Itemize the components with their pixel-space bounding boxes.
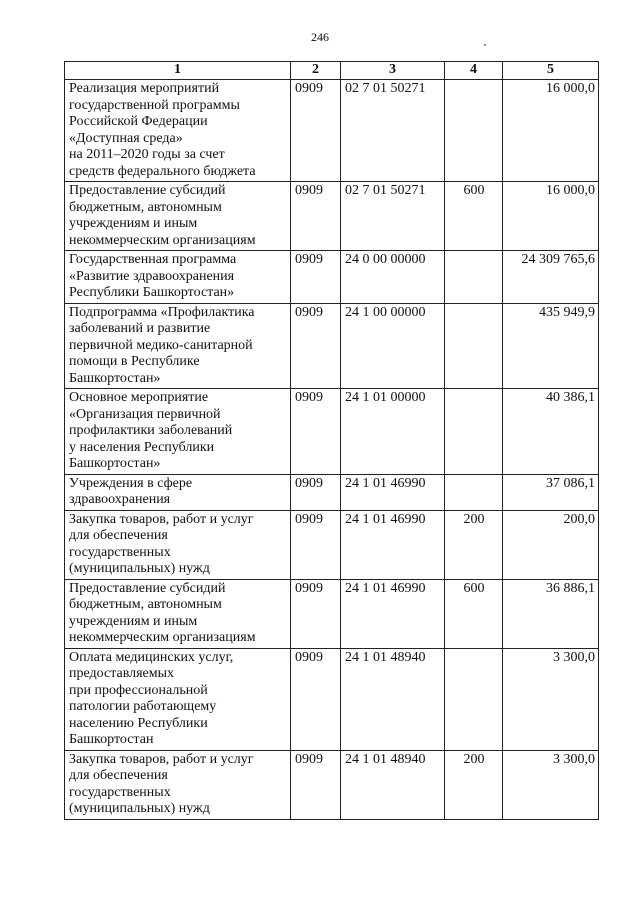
table-row — [65, 579, 599, 648]
header-col-5: 5 — [503, 62, 599, 80]
row-section: 0909 — [291, 474, 341, 510]
row-amount: 16 000,0 — [503, 182, 599, 251]
row-amount: 16 000,0 — [503, 80, 599, 182]
table-row — [65, 648, 599, 750]
row-section: 0909 — [291, 750, 341, 819]
header-col-3: 3 — [341, 62, 445, 80]
row-amount: 3 300,0 — [503, 648, 599, 750]
row-target-code: 24 1 01 48940 — [341, 750, 445, 819]
row-name: Предоставление субсидий бюджетным, автономным учреждениям и иным некоммерческим организациям — [65, 579, 291, 648]
row-amount: 200,0 — [503, 510, 599, 579]
row-expense-type: 600 — [445, 579, 503, 648]
scan-speck — [484, 44, 486, 46]
row-name: Закупка товаров, работ и услуг для обеспечения государственных (муниципальных) нужд — [65, 750, 291, 819]
row-target-code: 24 0 00 00000 — [341, 251, 445, 304]
row-expense-type — [445, 474, 503, 510]
row-section: 0909 — [291, 182, 341, 251]
row-name: Учреждения в сфере здравоохранения — [65, 474, 291, 510]
row-name: Государственная программа «Развитие здравоохранения Республики Башкортостан» — [65, 251, 291, 304]
header-row — [65, 62, 599, 80]
row-amount: 435 949,9 — [503, 303, 599, 389]
row-name: Оплата медицинских услуг, предоставляемых при профессиональной патологии работающему населению Республики Башкортостан — [65, 648, 291, 750]
row-section: 0909 — [291, 251, 341, 304]
row-name: Подпрограмма «Профилактика заболеваний и развитие первичной медико-санитарной помощи в Республике Башкортостан» — [65, 303, 291, 389]
row-amount: 40 386,1 — [503, 389, 599, 475]
row-expense-type — [445, 389, 503, 475]
row-expense-type — [445, 80, 503, 182]
row-name: Предоставление субсидий бюджетным, автономным учреждениям и иным некоммерческим организациям — [65, 182, 291, 251]
row-name: Закупка товаров, работ и услуг для обеспечения государственных (муниципальных) нужд — [65, 510, 291, 579]
row-section: 0909 — [291, 389, 341, 475]
table-row — [65, 251, 599, 304]
table-header — [65, 62, 599, 80]
row-target-code: 02 7 01 50271 — [341, 182, 445, 251]
row-amount: 24 309 765,6 — [503, 251, 599, 304]
row-target-code: 24 1 00 00000 — [341, 303, 445, 389]
row-expense-type: 200 — [445, 510, 503, 579]
row-section: 0909 — [291, 579, 341, 648]
row-target-code: 24 1 01 46990 — [341, 474, 445, 510]
row-target-code: 24 1 01 46990 — [341, 579, 445, 648]
row-expense-type — [445, 303, 503, 389]
table-body — [65, 80, 599, 820]
table-row — [65, 474, 599, 510]
row-section: 0909 — [291, 303, 341, 389]
row-target-code: 02 7 01 50271 — [341, 80, 445, 182]
row-amount: 3 300,0 — [503, 750, 599, 819]
table-row — [65, 303, 599, 389]
row-section: 0909 — [291, 648, 341, 750]
table-row — [65, 510, 599, 579]
row-amount: 36 886,1 — [503, 579, 599, 648]
row-amount: 37 086,1 — [503, 474, 599, 510]
table-row — [65, 80, 599, 182]
row-expense-type: 600 — [445, 182, 503, 251]
row-target-code: 24 1 01 00000 — [341, 389, 445, 475]
row-expense-type: 200 — [445, 750, 503, 819]
table-row — [65, 389, 599, 475]
table-row — [65, 750, 599, 819]
header-col-4: 4 — [445, 62, 503, 80]
budget-table — [64, 61, 599, 820]
row-name: Реализация мероприятий государственной программы Российской Федерации «Доступная среда» на 2011–2020 годы за счет средств федерального бюджета — [65, 80, 291, 182]
header-col-2: 2 — [291, 62, 341, 80]
row-name: Основное мероприятие «Организация первичной профилактики заболеваний у населения Республики Башкортостан» — [65, 389, 291, 475]
header-col-1: 1 — [65, 62, 291, 80]
row-target-code: 24 1 01 48940 — [341, 648, 445, 750]
row-expense-type — [445, 251, 503, 304]
row-expense-type — [445, 648, 503, 750]
page-number: 246 — [311, 30, 329, 44]
row-section: 0909 — [291, 510, 341, 579]
table-row — [65, 182, 599, 251]
row-target-code: 24 1 01 46990 — [341, 510, 445, 579]
row-section: 0909 — [291, 80, 341, 182]
